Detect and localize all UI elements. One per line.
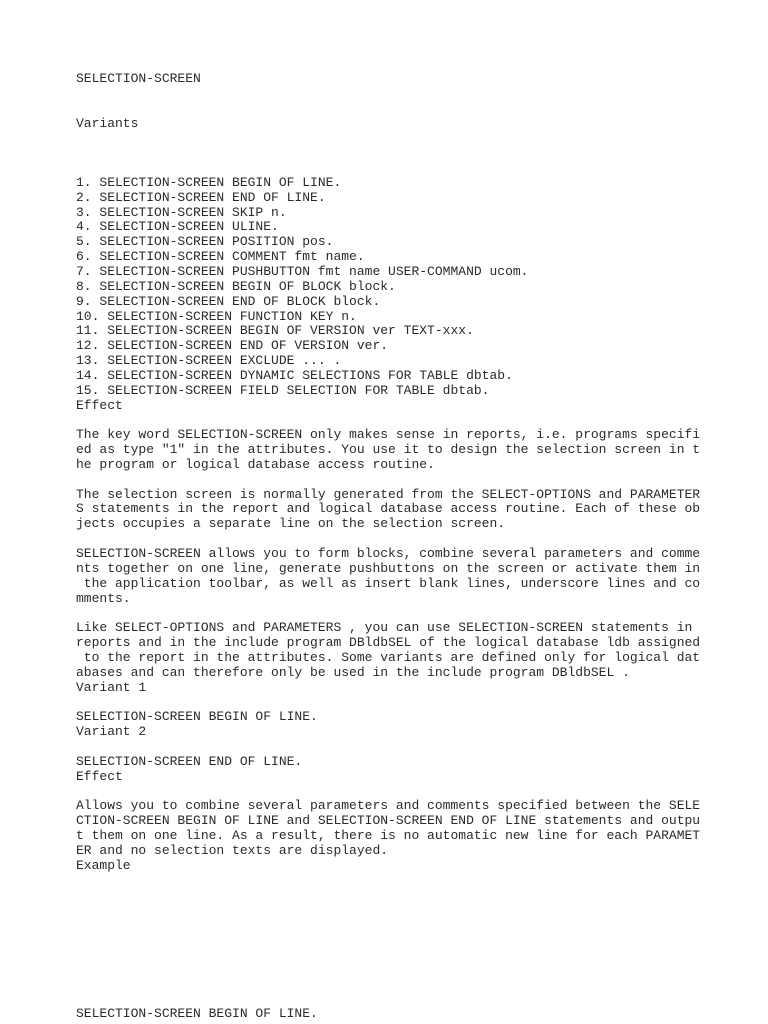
text-line: Variants — [76, 115, 139, 131]
blank-line — [76, 903, 700, 918]
text-line: The key word SELECTION-SCREEN only makes sense in reports, i.e. programs specifi — [76, 427, 701, 443]
text-line: 2. SELECTION-SCREEN END OF LINE. — [76, 189, 326, 205]
text-line: Allows you to combine several parameters and comments specified between the SELE — [76, 798, 701, 814]
blank-line — [76, 606, 700, 621]
text-line: 11. SELECTION-SCREEN BEGIN OF VERSION ver TEXT-xxx. — [76, 323, 474, 339]
blank-line — [76, 874, 700, 889]
text-line: 10. SELECTION-SCREEN FUNCTION KEY n. — [76, 308, 357, 324]
text-line: 1. SELECTION-SCREEN BEGIN OF LINE. — [76, 174, 342, 190]
text-line: the application toolbar, as well as insert blank lines, underscore lines and co — [76, 575, 701, 591]
text-line: to the report in the attributes. Some variants are defined only for logical dat — [76, 649, 701, 665]
text-line: S statements in the report and logical database access routine. Each of these ob — [76, 501, 701, 517]
text-line: abases and can therefore only be used in the include program DBldbSEL . — [76, 664, 630, 680]
text-line: 8. SELECTION-SCREEN BEGIN OF BLOCK block. — [76, 278, 396, 294]
text-line: 7. SELECTION-SCREEN PUSHBUTTON fmt name USER-COMMAND ucom. — [76, 263, 529, 279]
text-line: 14. SELECTION-SCREEN DYNAMIC SELECTIONS FOR TABLE dbtab. — [76, 367, 513, 383]
text-line: SELECTION-SCREEN END OF LINE. — [76, 753, 303, 769]
blank-line — [76, 888, 700, 903]
text-line: mments. — [76, 590, 131, 606]
text-line: SELECTION-SCREEN BEGIN OF LINE. — [76, 709, 318, 725]
text-line: jects occupies a separate line on the selection screen. — [76, 516, 506, 532]
blank-line — [76, 933, 700, 948]
text-line: nts together on one line, generate pushbuttons on the screen or activate them in — [76, 560, 701, 576]
blank-line — [76, 131, 700, 146]
text-line: he program or logical database access routine. — [76, 456, 435, 472]
blank-line — [76, 532, 700, 547]
text-line: 3. SELECTION-SCREEN SKIP n. — [76, 204, 287, 220]
text-line: 12. SELECTION-SCREEN END OF VERSION ver. — [76, 338, 389, 354]
blank-line — [76, 161, 700, 176]
text-line: 13. SELECTION-SCREEN EXCLUDE ... . — [76, 353, 342, 369]
blank-line — [76, 740, 700, 755]
text-line: reports and in the include program DBldbSEL of the logical database ldb assigned — [76, 635, 701, 651]
text-line: SELECTION-SCREEN allows you to form blocks, combine several parameters and comme — [76, 546, 701, 561]
blank-line — [76, 146, 700, 161]
blank-line — [76, 87, 700, 102]
blank-line — [76, 785, 700, 800]
blank-line — [76, 992, 700, 1007]
blank-line — [76, 413, 700, 428]
text-line: The selection screen is normally generated from the SELECT-OPTIONS and PARAMETER — [76, 486, 701, 502]
text-line: t them on one line. As a result, there is no automatic new line for each PARAMET — [76, 828, 701, 844]
text-line: 5. SELECTION-SCREEN POSITION pos. — [76, 234, 334, 250]
text-line: 6. SELECTION-SCREEN COMMENT fmt name. — [76, 249, 365, 265]
text-line: 15. SELECTION-SCREEN FIELD SELECTION FOR TABLE dbtab. — [76, 382, 490, 398]
text-line: Like SELECT-OPTIONS and PARAMETERS , you can use SELECTION-SCREEN statements in — [76, 620, 693, 636]
text-line: ER and no selection texts are displayed. — [76, 842, 389, 858]
text-line: SELECTION-SCREEN BEGIN OF LINE. — [76, 1006, 318, 1022]
blank-line — [76, 102, 700, 117]
text-line: Effect — [76, 397, 123, 413]
document-body — [76, 72, 700, 1022]
text-line: Variant 2 — [76, 724, 147, 740]
text-line: CTION-SCREEN BEGIN OF LINE and SELECTION-SCREEN END OF LINE statements and outpu — [76, 813, 701, 829]
blank-line — [76, 963, 700, 978]
blank-line — [76, 948, 700, 963]
blank-line — [76, 695, 700, 710]
blank-line — [76, 918, 700, 933]
text-line: Variant 1 — [76, 679, 147, 695]
text-line: 4. SELECTION-SCREEN ULINE. — [76, 219, 279, 235]
text-line: ed as type "1" in the attributes. You use it to design the selection screen in t — [76, 442, 701, 458]
text-line: 9. SELECTION-SCREEN END OF BLOCK block. — [76, 293, 381, 309]
blank-line — [76, 977, 700, 992]
text-line: SELECTION-SCREEN — [76, 71, 201, 86]
text-line: Effect — [76, 768, 123, 784]
blank-line — [76, 473, 700, 488]
text-line: Example — [76, 857, 131, 873]
